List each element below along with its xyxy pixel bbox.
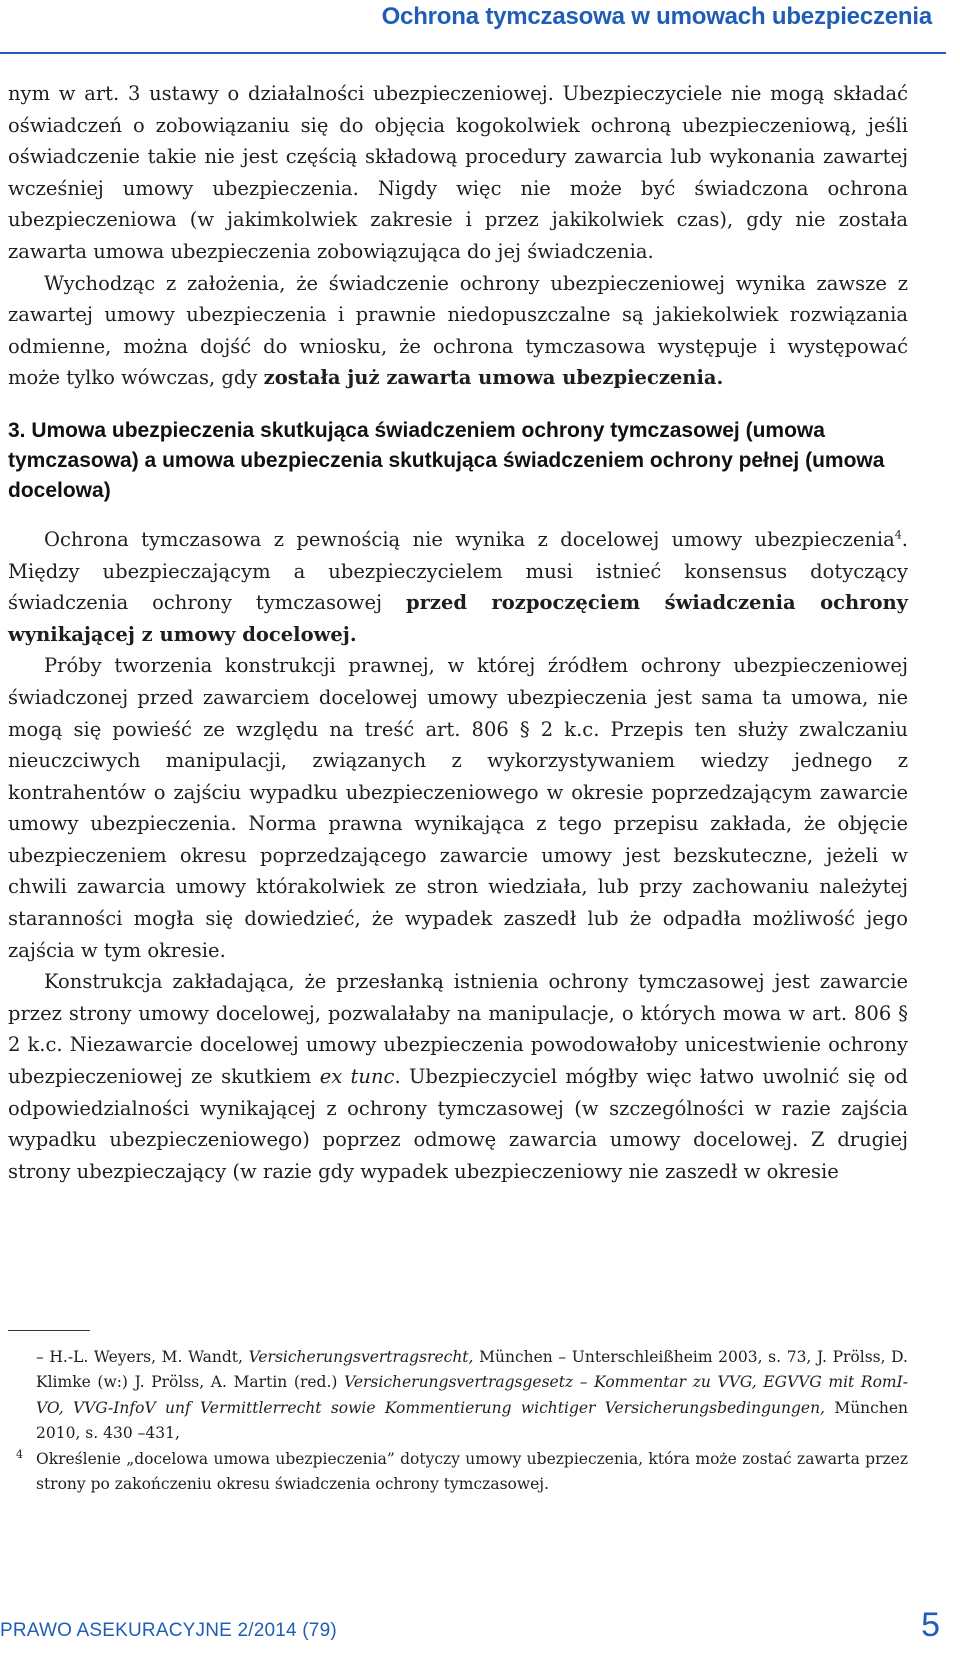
running-head: Ochrona tymczasowa w umowach ubezpieczenia <box>381 3 932 30</box>
paragraph <box>8 966 908 1187</box>
footnote-ref: 4 <box>894 528 902 542</box>
footnote-title: Versicherungsvertragsrecht, <box>248 1348 474 1366</box>
emphasis-text: przed rozpoczęciem świadczenia ochrony wynikającej z umowy docelowej. <box>8 591 909 646</box>
paragraph-text: Konstrukcja zakładająca, że przesłanką istnienia ochrony tymczasowej jest zawarcie przez strony umowy docelowej, pozwalałaby na manipulacje, o których mowa w art. 806 § 2 k.c. Niezawarcie docelowej umowy ubezpieczenia powodowałoby unicestwienie ochrony ubezpieczeniowej ze skutkiem <box>8 970 908 1089</box>
footnote-4 <box>8 1447 908 1498</box>
paragraph-text: . Ubezpieczyciel mógłby więc łatwo uwolnić się od odpowiedzialności wynikającej z ochrony tymczasowej (w szczególności w razie zajścia wypadku ubezpieczeniowego) poprzez odmowę zawarcia umowy docelowej. Z drugiej strony ubezpieczający (w razie gdy wypadek ubezpieczeniowy nie zaszedł w okresie <box>8 1065 909 1183</box>
footnote-continuation <box>8 1345 908 1447</box>
latin-phrase: ex tunc <box>319 1065 395 1089</box>
footnotes <box>8 1345 908 1497</box>
page-number: 5 <box>921 1606 940 1644</box>
main-text <box>8 78 908 1187</box>
footnote-rule <box>8 1330 90 1331</box>
section-heading: 3. Umowa ubezpieczenia skutkująca świadczeniem ochrony tymczasowej (umowa tymczasowa) a umowa ubezpieczenia skutkująca świadczeniem ochrony pełnej (umowa docelowa) <box>8 418 885 502</box>
paragraph-text: Próby tworzenia konstrukcji prawnej, w której źródłem ochrony ubezpieczeniowej świadczonej przed zawarciem docelowej umowy ubezpieczenia jest sama ta umowa, nie mogą się powieść ze względu na treść art. 806 § 2 k.c. Przepis ten służy zwalczaniu nieuczciwych manipulacji, związanych z wykorzystywaniem wiedzy jednego z kontrahentów o zajściu wypadku ubezpieczeniowego w okresie poprzedzającym zawarcie umowy ubezpieczenia. Norma prawna wynikająca z tego przepisu zakłada, że objęcie ubezpieczeniem okresu poprzedzającego zawarcie umowy jest bezskuteczne, jeżeli w chwili zawarcia umowy którakolwiek ze stron wiedziała, lub przy zachowaniu należytej staranności mogła się dowiedzieć, że wypadek zaszedł lub że odpadła możliwość jego zajścia w tym okresie. <box>8 654 908 962</box>
paragraph <box>8 524 908 650</box>
footnote-title: Versicherungsvertragsgesetz – Kommentar zu VVG, EGVVG mit RomI-VO, VVG-InfoV unf Vermittlerrecht sowie Kommentierung wichtiger Versicherungsbedingungen, <box>36 1373 908 1417</box>
journal-footer: PRAWO ASEKURACYJNE 2/2014 (79) <box>0 1620 337 1641</box>
emphasis-text: została już zawarta umowa ubezpieczenia. <box>263 366 724 390</box>
paragraph-text: . Między ubezpieczającym a ubezpieczycielem musi istnieć konsensus dotyczący świadczenia ochrony tymczasowej <box>8 527 908 615</box>
footnote-text: – H.-L. Weyers, M. Wandt, <box>36 1348 249 1366</box>
paragraph <box>8 78 908 268</box>
footnote-text: München – Unterschleißheim 2003, s. 73, J. Prölss, D. Klimke (w:) J. Prölss, A. Martin (red.) <box>36 1348 908 1392</box>
paragraph-text: nym w art. 3 ustawy o działalności ubezpieczeniowej. Ubezpieczyciele nie mogą składać oświadczeń o zobowiązaniu się do objęcia kogokolwiek ochroną ubezpieczeniową, jeśli oświadczenie takie nie jest częścią składową procedury zawarcia lub wykonania zawartej wcześniej umowy ubezpieczenia. Nigdy więc nie może być świadczona ochrona ubezpieczeniowa (w jakimkolwiek zakresie i przez jakikolwiek czas), gdy nie została zawarta umowa ubezpieczenia zobowiązująca do jej świadczenia. <box>8 82 908 263</box>
paragraph-text: Wychodząc z założenia, że świadczenie ochrony ubezpieczeniowej wynika zawsze z zawartej umowy ubezpieczenia i prawnie niedopuszczalne są jakiekolwiek rozwiązania odmienne, można dojść do wniosku, że ochrona tymczasowa występuje i występować może tylko wówczas, gdy <box>8 271 908 390</box>
footnote-text: München 2010, s. 430 –431, <box>36 1398 908 1443</box>
header-rule <box>0 52 946 54</box>
footnote-number: 4 <box>16 1447 23 1461</box>
paragraph-text: Ochrona tymczasowa z pewnością nie wynika z docelowej umowy ubezpieczenia <box>44 527 895 551</box>
paragraph <box>8 268 908 394</box>
footnote-text: Określenie „docelowa umowa ubezpieczenia” dotyczy umowy ubezpieczenia, która może zostać zawarta przez strony po zakończeniu okresu świadczenia ochrony tymczasowej. <box>36 1449 908 1494</box>
paragraph <box>8 650 908 966</box>
